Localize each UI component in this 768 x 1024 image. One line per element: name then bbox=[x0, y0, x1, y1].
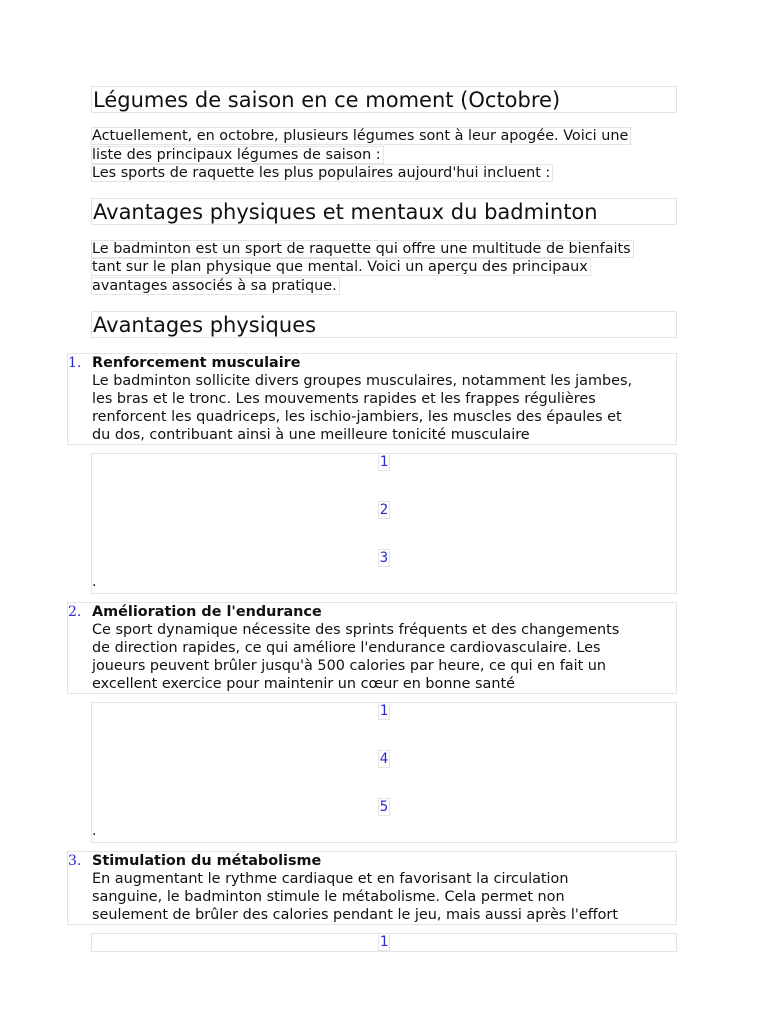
reference-link[interactable]: 2 bbox=[379, 501, 389, 518]
document-page bbox=[68, 86, 677, 960]
item-text bbox=[92, 621, 676, 693]
reference-link[interactable]: 3 bbox=[379, 549, 389, 566]
text-line: du dos, contribuant ainsi à une meilleure tonicité musculaire bbox=[92, 426, 530, 443]
text-line: Le badminton sollicite divers groupes musculaires, notamment les jambes, bbox=[92, 372, 633, 389]
reference-block bbox=[91, 453, 677, 594]
list-number: 1. bbox=[68, 354, 82, 371]
reference-link[interactable]: 4 bbox=[379, 750, 389, 767]
text-line: de direction rapides, ce qui améliore l'endurance cardiovasculaire. Les bbox=[92, 639, 601, 656]
reference-link[interactable]: 1 bbox=[379, 453, 389, 470]
text-line: Le badminton est un sport de raquette qui offre une multitude de bienfaits bbox=[91, 240, 634, 258]
section-paragraph bbox=[91, 240, 677, 296]
text-line: Les sports de raquette les plus populaires aujourd'hui incluent : bbox=[91, 164, 553, 182]
intro-paragraph bbox=[91, 127, 677, 183]
text-line: les bras et le tronc. Les mouvements rapides et les frappes régulières bbox=[92, 390, 596, 407]
reference-block bbox=[91, 933, 677, 952]
reference-link[interactable]: 1 bbox=[379, 702, 389, 719]
list-number: 3. bbox=[68, 852, 82, 869]
list-item bbox=[67, 851, 677, 925]
reference-block bbox=[91, 702, 677, 843]
trailing-period: . bbox=[92, 573, 97, 590]
reference-link[interactable]: 1 bbox=[379, 933, 389, 950]
text-line: renforcent les quadriceps, les ischio-jambiers, les muscles des épaules et bbox=[92, 408, 622, 425]
text-line: liste des principaux légumes de saison : bbox=[91, 146, 384, 164]
item-title: Stimulation du métabolisme bbox=[92, 852, 322, 869]
trailing-period: . bbox=[92, 822, 97, 839]
section-heading: Avantages physiques et mentaux du badminton bbox=[91, 198, 677, 225]
text-line: Actuellement, en octobre, plusieurs légumes sont à leur apogée. Voici une bbox=[91, 127, 631, 145]
item-title: Amélioration de l'endurance bbox=[92, 603, 322, 620]
item-title: Renforcement musculaire bbox=[92, 354, 301, 371]
item-text bbox=[92, 372, 676, 444]
text-line: tant sur le plan physique que mental. Voici un aperçu des principaux bbox=[91, 258, 591, 276]
item-text bbox=[92, 870, 676, 924]
list-number: 2. bbox=[68, 603, 82, 620]
text-line: excellent exercice pour maintenir un cœur en bonne santé bbox=[92, 675, 515, 692]
text-line: En augmentant le rythme cardiaque et en favorisant la circulation bbox=[92, 870, 569, 887]
text-line: seulement de brûler des calories pendant le jeu, mais aussi après l'effort bbox=[92, 906, 618, 923]
list-item bbox=[67, 602, 677, 694]
text-line: Ce sport dynamique nécessite des sprints fréquents et des changements bbox=[92, 621, 620, 638]
text-line: sanguine, le badminton stimule le métabolisme. Cela permet non bbox=[92, 888, 565, 905]
text-line: joueurs peuvent brûler jusqu'à 500 calories par heure, ce qui en fait un bbox=[92, 657, 607, 674]
list-item bbox=[67, 353, 677, 445]
subsection-heading: Avantages physiques bbox=[91, 311, 677, 338]
page-title: Légumes de saison en ce moment (Octobre) bbox=[91, 86, 677, 113]
text-line: avantages associés à sa pratique. bbox=[91, 277, 340, 295]
reference-link[interactable]: 5 bbox=[379, 798, 389, 815]
